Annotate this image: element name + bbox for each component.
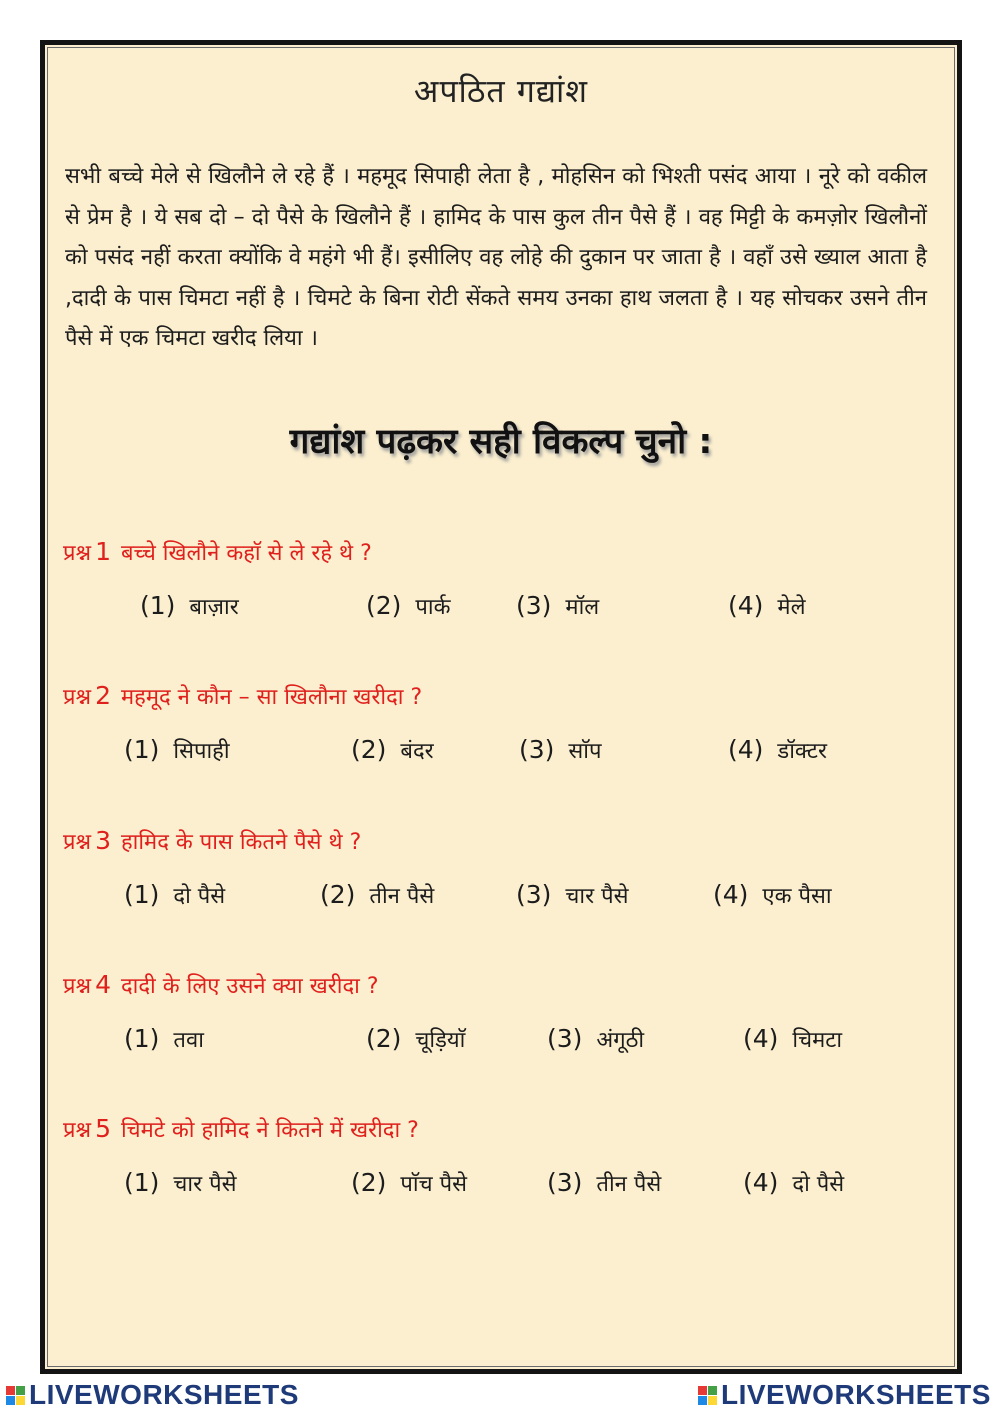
q1-option-4[interactable]	[728, 591, 806, 621]
option-text: दो पैसे	[792, 1172, 845, 1197]
q2-option-1[interactable]	[124, 735, 230, 765]
option-number: (3)	[516, 880, 552, 909]
worksheet-page	[40, 40, 962, 1374]
question-text: हामिद के पास कितने पैसे थे ?	[120, 830, 362, 855]
option-number: (1)	[124, 735, 160, 764]
option-text: बाज़ार	[189, 595, 239, 620]
q4-option-1[interactable]	[124, 1024, 204, 1054]
question-3	[63, 826, 361, 856]
q2-option-4[interactable]	[728, 735, 827, 765]
option-number: (1)	[124, 1168, 160, 1197]
option-number: (4)	[743, 1168, 779, 1197]
brand-name: LIVEWORKSHEETS	[29, 1379, 299, 1410]
question-number: 2	[95, 681, 111, 710]
option-number: (1)	[124, 1024, 160, 1053]
option-text: अंगूठी	[596, 1028, 645, 1053]
q5-option-1[interactable]	[124, 1168, 236, 1198]
question-label: प्रश्न	[63, 830, 92, 855]
q1-option-2[interactable]	[366, 591, 451, 621]
question-4	[63, 970, 379, 1000]
option-text: साॅप	[568, 739, 602, 764]
option-text: मेले	[777, 595, 806, 620]
option-number: (2)	[366, 591, 402, 620]
q5-option-3[interactable]	[547, 1168, 661, 1198]
question-label: प्रश्न	[63, 541, 92, 566]
q2-option-3[interactable]	[519, 735, 602, 765]
option-text: तवा	[173, 1028, 204, 1053]
option-text: बंदर	[400, 739, 434, 764]
option-number: (3)	[519, 735, 555, 764]
q1-option-1[interactable]	[140, 591, 239, 621]
option-text: मॉल	[565, 595, 600, 620]
instruction-heading: गद्यांश पढ़कर सही विकल्प चुनो :	[289, 422, 713, 462]
q5-option-2[interactable]	[351, 1168, 467, 1198]
question-5	[63, 1114, 419, 1144]
q3-option-3[interactable]	[516, 880, 628, 910]
question-2	[63, 681, 422, 711]
option-text: एक पैसा	[762, 884, 832, 909]
option-text: तीन पैसे	[596, 1172, 662, 1197]
option-number: (4)	[728, 591, 764, 620]
liveworksheets-logo-right	[698, 1378, 991, 1412]
option-number: (2)	[366, 1024, 402, 1053]
q3-option-4[interactable]	[713, 880, 832, 910]
option-number: (3)	[516, 591, 552, 620]
q4-option-4[interactable]	[743, 1024, 842, 1054]
question-label: प्रश्न	[63, 685, 92, 710]
question-label: प्रश्न	[63, 974, 92, 999]
q2-option-2[interactable]	[351, 735, 434, 765]
q1-option-3[interactable]	[516, 591, 599, 621]
q4-option-3[interactable]	[547, 1024, 644, 1054]
question-label: प्रश्न	[63, 1118, 92, 1143]
liveworksheets-logo-icon	[6, 1386, 25, 1405]
brand-name: LIVEWORKSHEETS	[721, 1379, 991, 1410]
option-text: चिमटा	[792, 1028, 843, 1053]
option-number: (4)	[713, 880, 749, 909]
option-text: चार पैसे	[173, 1172, 237, 1197]
option-text: सिपाही	[173, 739, 230, 764]
question-number: 5	[95, 1114, 111, 1143]
option-number: (2)	[351, 1168, 387, 1197]
option-number: (2)	[351, 735, 387, 764]
q5-option-4[interactable]	[743, 1168, 844, 1198]
q3-option-2[interactable]	[320, 880, 434, 910]
q3-option-1[interactable]	[124, 880, 225, 910]
question-number: 4	[95, 970, 111, 999]
option-text: चार पैसे	[565, 884, 629, 909]
page-title: अपठित गद्यांश	[413, 72, 589, 110]
question-text: महमूद ने कौन – सा खिलौना खरीदा ?	[120, 685, 423, 710]
option-number: (4)	[743, 1024, 779, 1053]
question-text: बच्चे खिलौने कहाॅ से ले रहे थे ?	[120, 541, 372, 566]
option-number: (3)	[547, 1024, 583, 1053]
liveworksheets-logo-icon	[698, 1386, 717, 1405]
question-text: चिमटे को हामिद ने कितने में खरीदा ?	[120, 1118, 419, 1143]
option-text: पार्क	[415, 595, 451, 620]
option-text: डॉक्टर	[777, 739, 827, 764]
liveworksheets-logo-left	[6, 1378, 299, 1412]
option-number: (1)	[140, 591, 176, 620]
option-text: पाॅच पैसे	[400, 1172, 467, 1197]
passage-text: सभी बच्चे मेले से खिलौने ले रहे हैं । महमूद सिपाही लेता है , मोहसिन को भिश्ती पसंद आया । नूरे को वकील से प्रेम है । ये सब दो – दो पैसे के खिलौने हैं । हामिद के पास कुल तीन पैसे हैं । वह मिट्टी के कमज़ोर खिलौनों को पसंद नहीं करता क्योंकि वे महंगे भी हैं। इसीलिए वह लोहे की दुकान पर जाता है । वहाँ उसे ख्याल आता है ,दादी के पास चिमटा नहीं है । चिमटे के बिना रोटी सेंकते समय उनका हाथ जलता है । यह सोचकर उसने तीन पैसे में एक चिमटा खरीद लिया ।	[65, 164, 927, 351]
option-text: चूड़ियाॅ	[415, 1028, 466, 1053]
question-number: 3	[95, 826, 111, 855]
question-text: दादी के लिए उसने क्या खरीदा ?	[120, 974, 379, 999]
q4-option-2[interactable]	[366, 1024, 465, 1054]
option-number: (3)	[547, 1168, 583, 1197]
option-number: (2)	[320, 880, 356, 909]
option-number: (1)	[124, 880, 160, 909]
question-1	[63, 537, 372, 567]
option-text: दो पैसे	[173, 884, 226, 909]
option-number: (4)	[728, 735, 764, 764]
option-text: तीन पैसे	[369, 884, 435, 909]
question-number: 1	[95, 537, 111, 566]
